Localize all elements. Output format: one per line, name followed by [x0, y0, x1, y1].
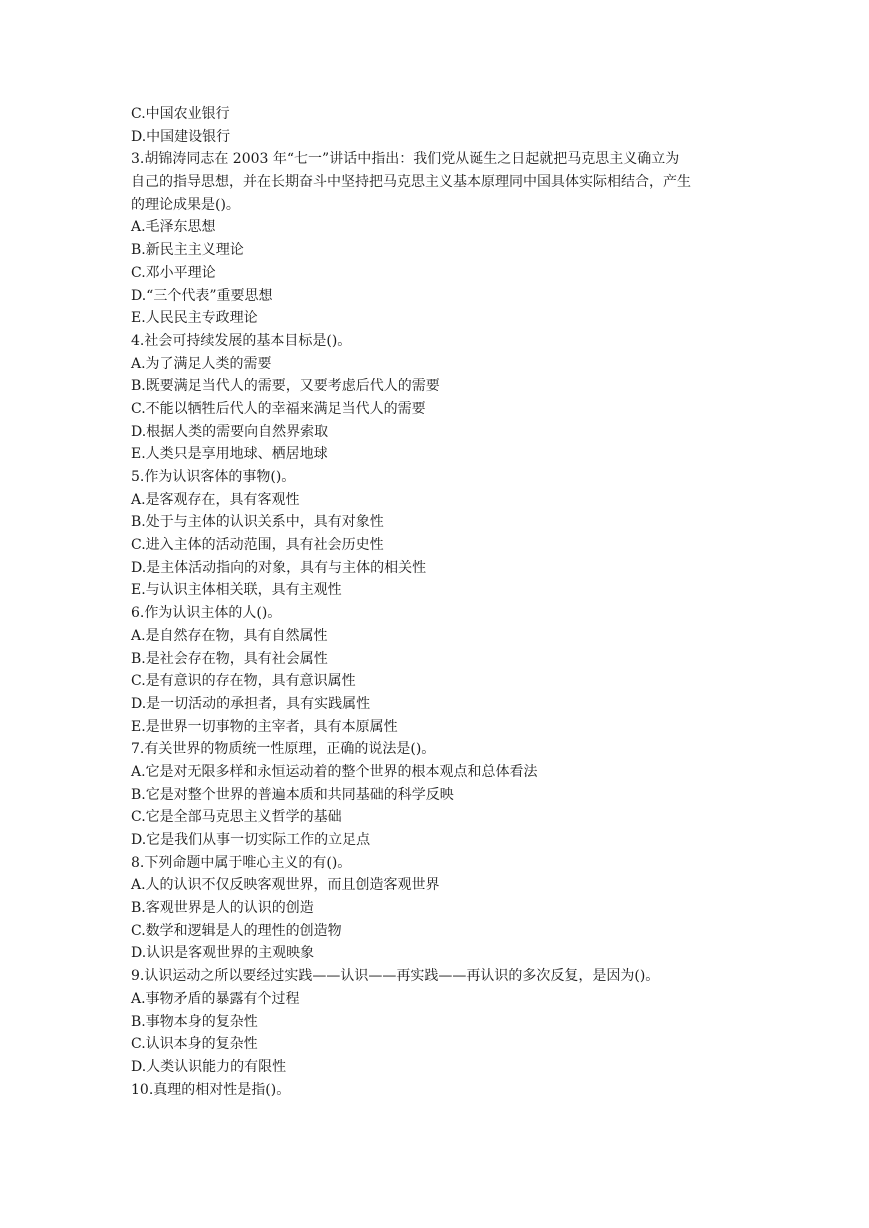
option-line: A.人的认识不仅反映客观世界，而且创造客观世界	[131, 877, 440, 894]
option-line: C.数学和逻辑是人的理性的创造物	[131, 922, 342, 939]
option-line: D.认识是客观世界的主观映象	[131, 945, 315, 962]
question-text-line: 4.社会可持续发展的基本目标是()。	[131, 332, 352, 349]
option-line: A.它是对无限多样和永恒运动着的整个世界的根本观点和总体看法	[131, 763, 538, 780]
document-page	[131, 103, 751, 1101]
option-line: D.是主体活动指向的对象，具有与主体的相关性	[131, 559, 427, 576]
option-line: D.根据人类的需要向自然界索取	[131, 423, 329, 440]
question-text-line: 10.真理的相对性是指()。	[131, 1081, 291, 1098]
option-line: A.事物矛盾的暴露有个过程	[131, 990, 300, 1007]
question-text-line: 5.作为认识客体的事物()。	[131, 469, 296, 485]
option-line: B.事物本身的复杂性	[131, 1013, 258, 1030]
option-line: B.处于与主体的认识关系中，具有对象性	[131, 514, 384, 531]
option-line: D.人类认识能力的有限性	[131, 1058, 287, 1075]
question-text-line: 9.认识运动之所以要经过实践——认识——再实践——再认识的多次反复，是因为()。	[131, 968, 660, 985]
question-text-line: 自己的指导思想，并在长期奋斗中坚持把马克思主义基本原理同中国具体实际相结合，产生	[131, 174, 691, 191]
option-line: D.“三个代表”重要思想	[131, 287, 273, 304]
option-line: E.是世界一切事物的主宰者，具有本原属性	[131, 718, 398, 735]
option-line: A.毛泽东思想	[131, 219, 216, 236]
text-line: C.中国农业银行	[131, 106, 230, 122]
option-line: A.是客观存在，具有客观性	[131, 491, 300, 508]
option-line: C.认识本身的复杂性	[131, 1036, 258, 1053]
option-line: E.人类只是享用地球、栖居地球	[131, 446, 328, 463]
question-text-line: 8.下列命题中属于唯心主义的有()。	[131, 854, 352, 871]
option-line: D.是一切活动的承担者，具有实践属性	[131, 695, 371, 712]
option-line: A.是自然存在物，具有自然属性	[131, 627, 328, 644]
option-line: C.不能以牺牲后代人的幸福来满足当代人的需要	[131, 400, 426, 417]
option-line: E.人民民主专政理论	[131, 310, 258, 327]
option-line: C.是有意识的存在物，具有意识属性	[131, 673, 356, 690]
question-text-line: 7.有关世界的物质统一性原理，正确的说法是()。	[131, 741, 436, 758]
text-line: D.中国建设银行	[131, 128, 231, 145]
question-text-line: 6.作为认识主体的人()。	[131, 605, 282, 622]
option-line: C.邓小平理论	[131, 264, 216, 281]
option-line: B.它是对整个世界的普遍本质和共同基础的科学反映	[131, 786, 454, 803]
option-line: D.它是我们从事一切实际工作的立足点	[131, 832, 371, 848]
question-text-line: 3.胡锦涛同志在 2003 年“七一”讲话中指出：我们党从诞生之日起就把马克思主义确立为	[131, 151, 680, 168]
option-line: B.既要满足当代人的需要，又要考虑后代人的需要	[131, 378, 440, 395]
option-line: A.为了满足人类的需要	[131, 355, 272, 372]
option-line: B.客观世界是人的认识的创造	[131, 900, 314, 917]
option-line: B.是社会存在物，具有社会属性	[131, 650, 328, 667]
option-line: E.与认识主体相关联，具有主观性	[131, 582, 342, 599]
question-text-line: 的理论成果是()。	[131, 196, 240, 213]
option-line: B.新民主主义理论	[131, 242, 244, 259]
option-line: C.进入主体的活动范围，具有社会历史性	[131, 537, 384, 554]
option-line: C.它是全部马克思主义哲学的基础	[131, 809, 342, 826]
